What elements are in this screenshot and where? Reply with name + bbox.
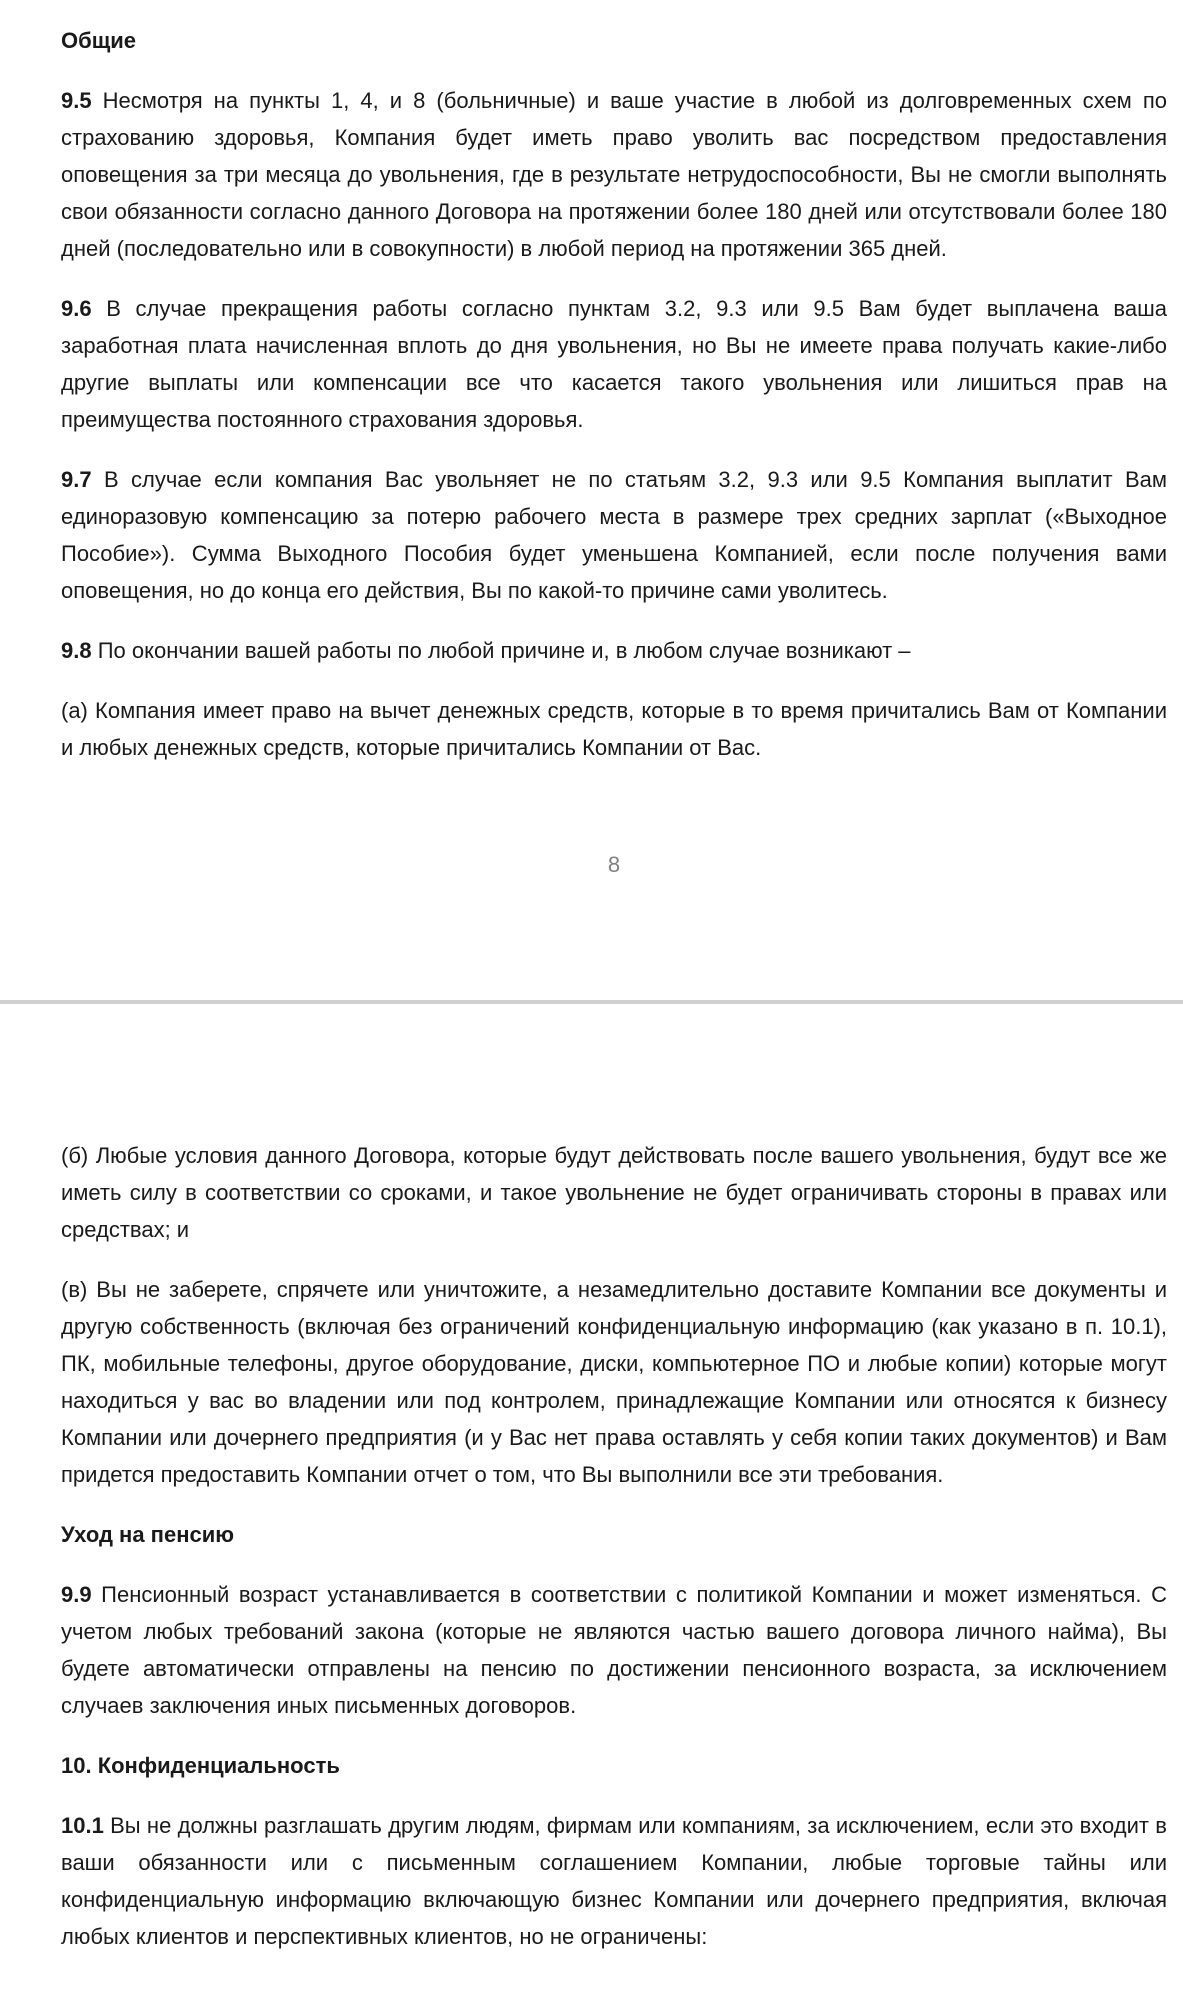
clause-9-8: [61, 632, 1167, 669]
clause-text: Несмотря на пункты 1, 4, и 8 (больничные) и ваше участие в любой из долговременных схем по страхованию здоровья, Компания будет иметь право уволить вас посредством предоставления оповещения за три месяца до увольнения, где в результате нетрудоспособности, Вы не смогли выполнять свои обязанности согласно данного Договора на протяжении более 180 дней или отсутствовали более 180 дней (последовательно или в совокупности) в любой период на протяжении 365 дней.: [61, 88, 1167, 261]
clause-number: 9.5: [61, 88, 92, 113]
clause-9-7: [61, 461, 1167, 609]
clause-text: В случае если компания Вас увольняет не по статьям 3.2, 9.3 или 9.5 Компания выплатит Вам единоразовую компенсацию за потерю рабочего места в размере трех средних зарплат («Выходное Пособие»). Сумма Выходного Пособия будет уменьшена Компанией, если после получения вами оповещения, но до конца его действия, Вы по какой-то причине сами уволитесь.: [61, 467, 1167, 603]
clause-text: По окончании вашей работы по любой причине и, в любом случае возникают –: [91, 638, 911, 663]
clause-text: Вы не должны разглашать другим людям, фирмам или компаниям, за исключением, если это входит в ваши обязанности или с письменным соглашением Компании, любые торговые тайны или конфиденциальную информацию включающую бизнес Компании или дочернего предприятия, включая любых клиентов и перспективных клиентов, но не ограничены:: [61, 1813, 1167, 1949]
section-heading-confidentiality: 10. Конфиденциальность: [61, 1753, 340, 1778]
section-heading-general: Общие: [61, 28, 137, 53]
page-content: [61, 22, 1167, 789]
clause-9-5: [61, 82, 1167, 267]
clause-text: Пенсионный возраст устанавливается в соответствии с политикой Компании и может изменяться. С учетом любых требований закона (которые не являются частью вашего договора личного найма), Вы будете автоматически отправлены на пенсию по достижении пенсионного возраста, за исключением случаев заключения иных письменных договоров.: [61, 1582, 1167, 1718]
clause-9-8-item-b: (б) Любые условия данного Договора, которые будут действовать после вашего увольнения, будут все же иметь силу в соответствии со сроками, и такое увольнение не будет ограничивать стороны в правах или средствах; и: [61, 1143, 1167, 1242]
clause-9-9: [61, 1576, 1167, 1724]
clause-number: 10.1: [61, 1813, 104, 1838]
page-content: [61, 1137, 1167, 1978]
clause-number: 9.6: [61, 296, 92, 321]
clause-9-6: [61, 290, 1167, 438]
clause-9-8-item-v: (в) Вы не заберете, спрячете или уничтожите, а незамедлительно доставите Компании все документы и другую собственность (включая без ограничений конфиденциальную информацию (как указано в п. 10.1), ПК, мобильные телефоны, другое оборудование, диски, компьютерное ПО и любые копии) которые могут находиться у вас во владении или под контролем, принадлежащие Компании или относятся к бизнесу Компании или дочернего предприятия (и у Вас нет права оставлять у себя копии таких документов) и Вам придется предоставить Компании отчет о том, что Вы выполнили все эти требования.: [61, 1277, 1167, 1487]
clause-10-1: [61, 1807, 1167, 1955]
clause-number: 9.9: [61, 1582, 92, 1607]
section-heading-retirement: Уход на пенсию: [61, 1522, 235, 1547]
clause-number: 9.7: [61, 467, 92, 492]
document-page-9: [0, 1004, 1183, 2001]
clause-text: В случае прекращения работы согласно пунктам 3.2, 9.3 или 9.5 Вам будет выплачена ваша заработная плата начисленная вплоть до дня увольнения, но Вы не имеете права получать какие-либо другие выплаты или компенсации все что касается такого увольнения или лишиться прав на преимущества постоянного страхования здоровья.: [61, 296, 1167, 432]
clause-9-8-item-a: (а) Компания имеет право на вычет денежных средств, которые в то время причитались Вам от Компании и любых денежных средств, которые причитались Компании от Вас.: [61, 698, 1167, 760]
clause-number: 9.8: [61, 638, 92, 663]
document-page-8: [0, 0, 1183, 1000]
page-number: 8: [607, 852, 621, 877]
